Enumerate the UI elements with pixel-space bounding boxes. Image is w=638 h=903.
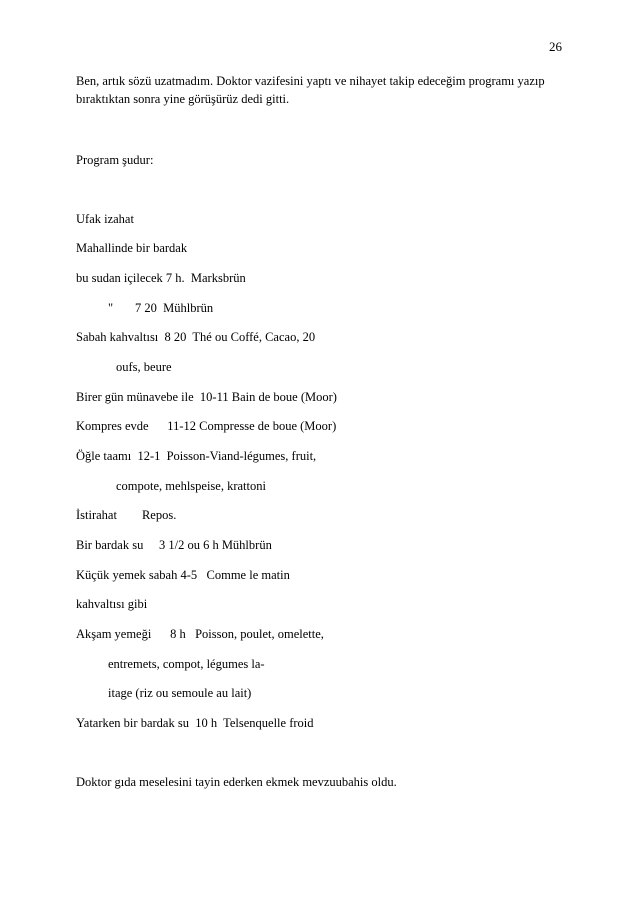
program-line: bu sudan içilecek 7 h. Marksbrün (76, 271, 246, 285)
program-line: " 7 20 Mühlbrün (108, 301, 214, 315)
program-line: Ufak izahat (76, 212, 134, 226)
program-line: Sabah kahvaltısı 8 20 Thé ou Coffé, Cacao, 20 (76, 330, 316, 344)
program-line: Kompres evde 11-12 Compresse de boue (Moor) (76, 419, 337, 433)
program-line: kahvaltısı gibi (76, 597, 148, 611)
closing-line: Doktor gıda meselesini tayin ederken ekmek mevzuubahis oldu. (76, 775, 397, 789)
program-line: Yatarken bir bardak su 10 h Telsenquelle froid (76, 716, 314, 730)
intro-line-1: Ben, artık sözü uzatmadım. Doktor vazifesini yaptı ve nihayet takip edeceğim programı yazıp (76, 74, 545, 88)
program-line: Birer gün münavebe ile 10-11 Bain de boue (Moor) (76, 390, 337, 404)
program-line: Mahallinde bir bardak (76, 241, 188, 255)
program-line: entremets, compot, légumes la- (108, 657, 265, 671)
program-line: Akşam yemeği 8 h Poisson, poulet, omelette, (76, 627, 324, 641)
program-line: İstirahat Repos. (76, 508, 177, 522)
program-line: Öğle taamı 12-1 Poisson-Viand-légumes, fruit, (76, 449, 317, 463)
intro-line-2: bıraktıktan sonra yine görüşürüz dedi gitti. (76, 92, 290, 106)
program-line: itage (riz ou semoule au lait) (108, 686, 252, 700)
program-line: Bir bardak su 3 1/2 ou 6 h Mühlbrün (76, 538, 272, 552)
page-number: 26 (549, 39, 562, 54)
program-line: oufs, beure (116, 360, 172, 374)
program-line: compote, mehlspeise, krattoni (116, 479, 266, 493)
program-line: Küçük yemek sabah 4-5 Comme le matin (76, 568, 290, 582)
program-heading: Program şudur: (76, 153, 154, 167)
